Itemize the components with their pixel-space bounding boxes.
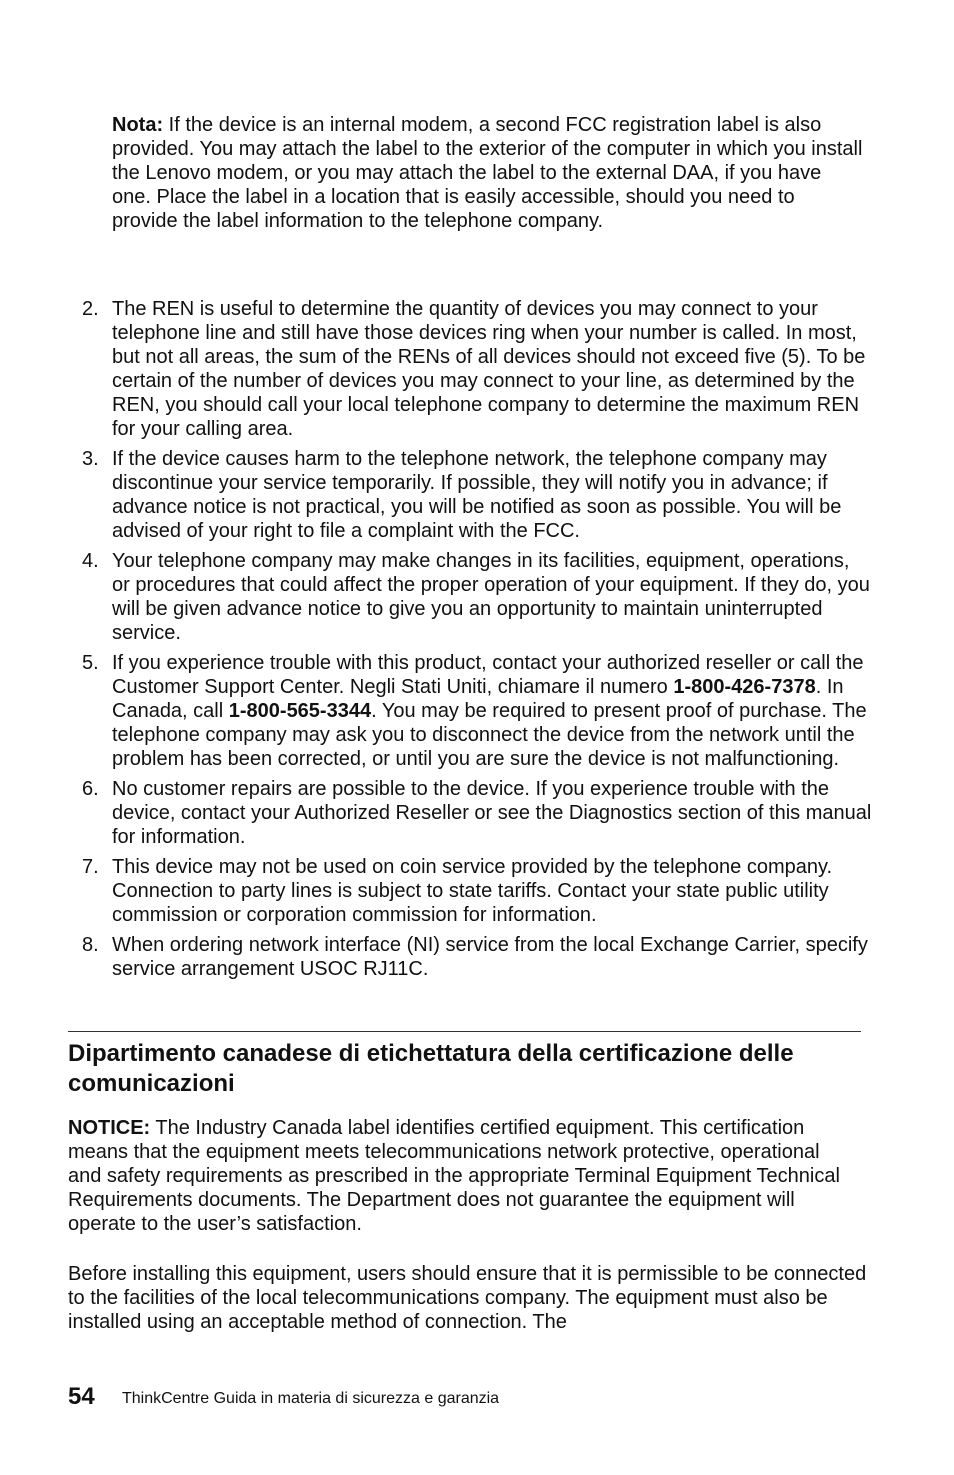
notice-text: The Industry Canada label identifies certified equipment. This certification means that the equipment meets telecommunications network protective, operational and safety requirements as prescribed in the appropriate Terminal Equipment Technical Requirements documents. The Department does not guarantee the equipment will operate to the user’s satisfaction.: [68, 1117, 840, 1235]
installation-paragraph: Before installing this equipment, users should ensure that it is permissible to be connected to the facilities of the local telecommunications company. The equipment must also be installed using an acceptable method of connection. The: [68, 1263, 867, 1333]
notice-label: NOTICE:: [68, 1117, 151, 1139]
list-item-number: 3.: [82, 448, 99, 470]
list-item: [82, 297, 872, 441]
section-divider: [68, 1031, 861, 1032]
note-label: Nota:: [112, 114, 164, 136]
list-item: [82, 651, 872, 771]
list-item: [82, 933, 872, 981]
list-item-number: 4.: [82, 550, 99, 572]
list-item-number: 7.: [82, 856, 99, 878]
us-phone-number: 1-800-426-7378: [673, 676, 816, 698]
list-item: [82, 549, 872, 645]
list-item-text: The REN is useful to determine the quantity of devices you may connect to your telephone line and still have those devices ring when your number is called. In most, but not all areas, the sum of the RENs of all devices should not exceed five (5). To be certain of the number of devices you may connect to your line, as determined by the REN, you should call your local telephone company to determine the maximum REN for your calling area.: [112, 298, 866, 440]
notice-paragraph: [68, 1116, 858, 1236]
list-item-number: 5.: [82, 652, 99, 674]
page-number: 54: [68, 1383, 95, 1410]
footer-title: ThinkCentre Guida in materia di sicurezza e garanzia: [122, 1390, 500, 1407]
list-item-number: 8.: [82, 934, 99, 956]
list-item: [82, 777, 872, 849]
canada-phone-number: 1-800-565-3344: [228, 700, 372, 722]
section-heading: Dipartimento canadese di etichettatura della certificazione delle comunicazioni: [68, 1040, 794, 1097]
note-paragraph: [112, 113, 864, 233]
list-item-number: 6.: [82, 778, 99, 800]
list-item: [82, 855, 872, 927]
list-item-text: When ordering network interface (NI) service from the local Exchange Carrier, specify service arrangement USOC RJ11C.: [112, 934, 868, 980]
list-item-text: If you experience trouble with this product, contact your authorized reseller or call the Customer Support Center. Negli Stati Uniti, chiamare il numero: [112, 652, 864, 698]
list-item-text: Your telephone company may make changes in its facilities, equipment, operations, or procedures that could affect the proper operation of your equipment. If they do, you will be given advance notice to give you an opportunity to maintain uninterrupted service.: [112, 550, 870, 644]
list-item-text: This device may not be used on coin service provided by the telephone company. Connection to party lines is subject to state tariffs. Contact your state public utility commission or corporation commission for information.: [112, 856, 833, 926]
list-item-number: 2.: [82, 298, 99, 320]
list-item: [82, 447, 872, 543]
list-item-text: No customer repairs are possible to the device. If you experience trouble with the device, contact your Authorized Reseller or see the Diagnostics section of this manual for information.: [112, 778, 872, 848]
note-text: If the device is an internal modem, a second FCC registration label is also provided. You may attach the label to the exterior of the computer in which you install the Lenovo modem, or you may attach the label to the external DAA, if you have one. Place the label in a location that is easily accessible, should you need to provide the label information to the telephone company.: [112, 114, 863, 232]
list-item-text: . You may be required to present proof of purchase. The telephone company may ask you to disconnect the device from the network until the problem has been corrected, or until you are sure the device is not malfunctioning.: [112, 700, 867, 770]
list-item-text: . In Canada, call: [112, 676, 844, 722]
list-item-text: If the device causes harm to the telephone network, the telephone company may discontinue your service temporarily. If possible, they will notify you in advance; if advance notice is not practical, you will be notified as soon as possible. You will be advised of your right to file a complaint with the FCC.: [112, 448, 842, 542]
fcc-requirements-list: [82, 297, 872, 987]
